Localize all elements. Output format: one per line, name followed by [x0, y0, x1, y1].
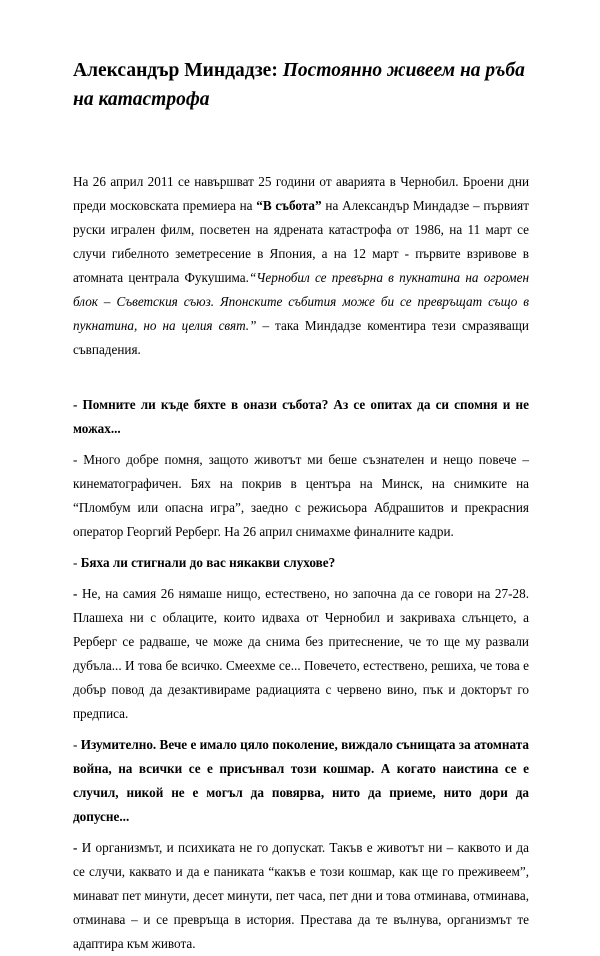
- film-title: “В събота”: [256, 198, 322, 213]
- answer-2-dash: -: [73, 586, 83, 601]
- question-3-text: Изумително. Вече е имало цяло поколение, виждало сънищата за атомната война, на всички се е присънвал този кошмар. А когато наистина се е случил, никой не е могъл да повярва, нито да приеме, нито дори да допусне...: [73, 737, 529, 824]
- article-title: [73, 56, 529, 114]
- title-subtitle: Постоянно живеем на ръба на катастрофа: [73, 60, 525, 110]
- answer-3: [73, 836, 529, 956]
- question-2: [73, 551, 529, 575]
- intro-text-3: – така Миндадзе коментира тези смразяващи съвпадения.: [73, 318, 529, 357]
- title-author: Александър Миндадзе:: [73, 60, 278, 81]
- answer-3-dash: -: [73, 840, 82, 855]
- answer-3-text: И организмът, и психиката не го допускат. Такъв е животът ни – каквото и да се случи, каквато и да е паниката “какъв е този кошмар, как ще го преживеем”, минават пет минути, десет минути, пет часа, пет дни и това отминава, отминава, отминава – и се превръща в история. Престава да те вълнува, организмът те адаптира към живота.: [73, 840, 529, 951]
- intro-paragraph: [73, 170, 529, 362]
- question-3-dash: -: [73, 737, 81, 752]
- question-1: - Помните ли къде бяхте в онази събота? Аз се опитах да си спомня и не можах...: [73, 397, 529, 436]
- document-page: [73, 56, 529, 956]
- question-3: [73, 733, 529, 829]
- intro-quote: “Чернобил се превърна в пукнатина на огромен блок – Съветския съюз. Японските събития може би се превръщат също в пукнатина, но на целия свят.”: [73, 270, 529, 333]
- question-2-text: Бяха ли стигнали до вас някакви слухове?: [80, 555, 336, 570]
- answer-2-text: Не, на самия 26 нямаше нищо, естествено, но започна да се говори на 27-28. Плашеха ни с облаците, които идваха от Чернобил и закриваха слънцето, а Рерберг се радваше, че може да снима без притеснение, че то ще му развали дубъла... И това бе всичко. Смеехме се... Повечето, естествено, решиха, че това е добър повод да дезактивираме радиацията с червено вино, пък и докторът го предписа.: [73, 586, 529, 721]
- answer-1: - Много добре помня, защото животът ми беше съзнателен и нещо повече – кинематографичен. Бях на покрив в центъра на Минск, на снимките на “Пломбум или опасна игра”, заедно с режисьора Абдрашитов и прекрасния оператор Георгий Рерберг. На 26 април снимахме финалните кадри.: [73, 452, 529, 539]
- question-2-dash: -: [73, 555, 81, 570]
- answer-2: [73, 582, 529, 726]
- intro-text-2: на Александър Миндадзе – първият руски игрален филм, посветен на ядрената катастрофа от 1986, на 11 март се случи гибелното земетресение в Япония, а на 12 март - първите взривове в атомната централа Фукушима.: [73, 198, 529, 285]
- intro-text-1: На 26 април 2011 се навършват 25 години от аварията в Чернобил. Броени дни преди московската премиера на: [73, 174, 529, 213]
